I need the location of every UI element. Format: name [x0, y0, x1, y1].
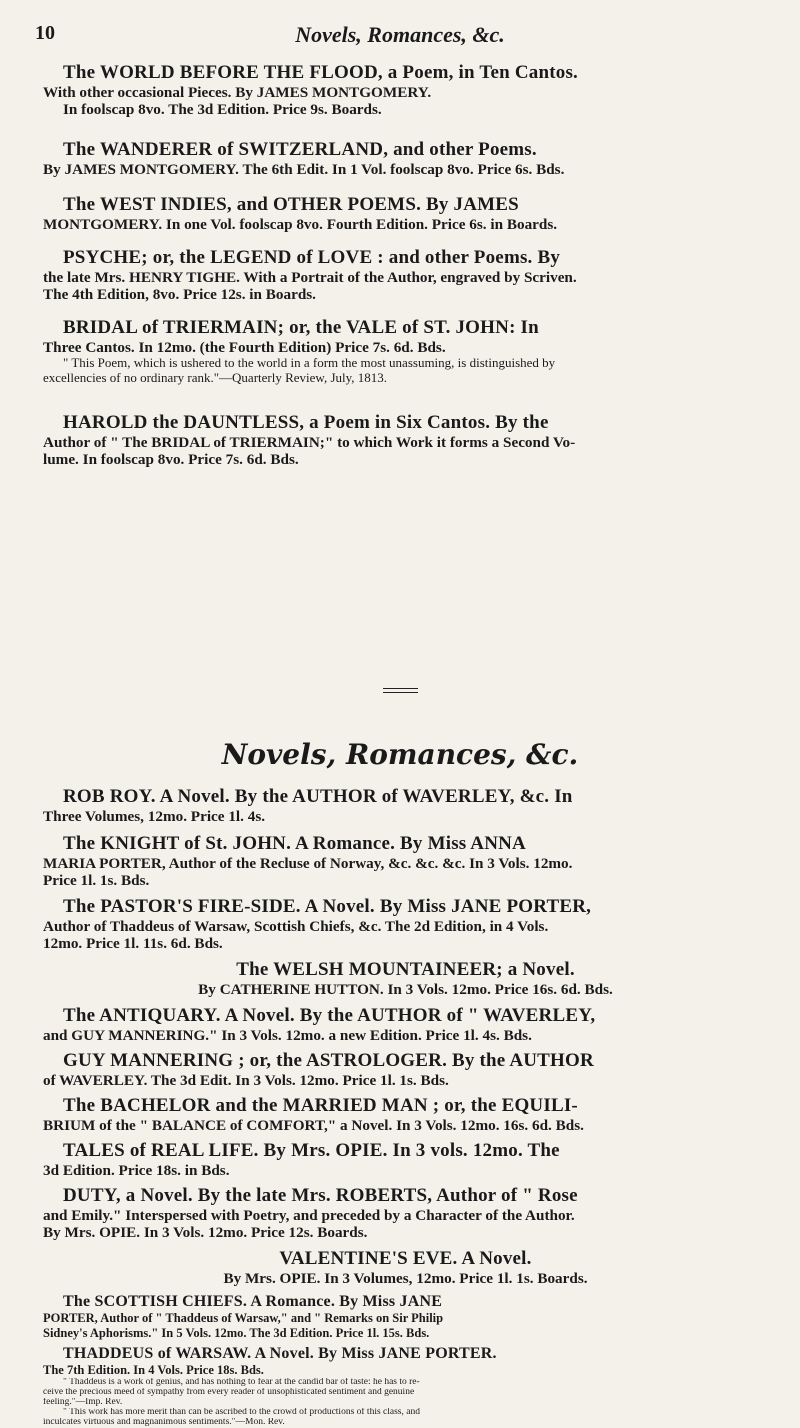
- entry-thaddeus-of-warsaw: [43, 1345, 768, 1428]
- entry-line: The 7th Edition. In 4 Vols. Price 18s. Bds.: [43, 1363, 264, 1378]
- entry-line: and Emily." Interspersed with Poetry, and preceded by a Character of the Author.: [43, 1206, 575, 1224]
- entry-title: TALES of REAL LIFE. By Mrs. OPIE. In 3 vols. 12mo. The: [63, 1140, 560, 1161]
- entry-line: MARIA PORTER, Author of the Recluse of Norway, &c. &c. &c. In 3 Vols. 12mo.: [43, 854, 573, 872]
- entry-line: of WAVERLEY. The 3d Edit. In 3 Vols. 12mo. Price 1l. 1s. Bds.: [43, 1071, 449, 1089]
- entry-wanderer-of-switzerland: [43, 139, 768, 178]
- entry-title: VALENTINE'S EVE. A Novel.: [279, 1248, 532, 1269]
- entry-title: PSYCHE; or, the LEGEND of LOVE : and other Poems. By: [63, 247, 561, 268]
- entry-welsh-mountaineer: [43, 959, 768, 998]
- entry-line: Three Volumes, 12mo. Price 1l. 4s.: [43, 807, 266, 825]
- entry-title: The SCOTTISH CHIEFS. A Romance. By Miss JANE: [63, 1293, 443, 1310]
- entry-pastors-fire-side: [43, 896, 768, 953]
- entry-line: Author of " The BRIDAL of TRIERMAIN;" to which Work it forms a Second Vo-: [43, 433, 576, 451]
- entry-title: THADDEUS of WARSAW. A Novel. By Miss JANE PORTER.: [63, 1345, 497, 1362]
- review-quote: " Thaddeus is a work of genius, and has nothing to fear at the candid bar of taste: he has to re-: [63, 1377, 420, 1387]
- entry-title: HAROLD the DAUNTLESS, a Poem in Six Cantos. By the: [63, 412, 549, 433]
- entry-bachelor-and-married-man: [43, 1095, 768, 1134]
- entry-tales-of-real-life: [43, 1140, 768, 1179]
- entry-line: In foolscap 8vo. The 3d Edition. Price 9s. Boards.: [63, 101, 382, 119]
- entry-title: The WANDERER of SWITZERLAND, and other Poems.: [63, 139, 537, 160]
- review-quote: excellencies of no ordinary rank."—Quarterly Review, July, 1813.: [43, 371, 388, 386]
- review-quote: " This work has more merit than can be ascribed to the crowd of productions of this class, and: [63, 1407, 420, 1417]
- entry-title: The WELSH MOUNTAINEER; a Novel.: [236, 959, 575, 980]
- entry-title: The WORLD BEFORE THE FLOOD, a Poem, in Ten Cantos.: [63, 62, 578, 83]
- entry-line: the late Mrs. HENRY TIGHE. With a Portrait of the Author, engraved by Scriven.: [43, 268, 577, 286]
- entry-line: Author of Thaddeus of Warsaw, Scottish Chiefs, &c. The 2d Edition, in 4 Vols.: [43, 917, 549, 935]
- entry-line: Three Cantos. In 12mo. (the Fourth Edition) Price 7s. 6d. Bds.: [43, 338, 446, 356]
- entry-title: The WEST INDIES, and OTHER POEMS. By JAMES: [63, 194, 519, 215]
- entry-line: 3d Edition. Price 18s. in Bds.: [43, 1161, 230, 1179]
- entry-title: The KNIGHT of St. JOHN. A Romance. By Miss ANNA: [63, 833, 526, 854]
- entry-title: The PASTOR'S FIRE-SIDE. A Novel. By Miss JANE PORTER,: [63, 896, 592, 917]
- entry-title: BRIDAL of TRIERMAIN; or, the VALE of ST. JOHN: In: [63, 317, 539, 338]
- entry-knight-of-st-john: [43, 833, 768, 890]
- entry-line: MONTGOMERY. In one Vol. foolscap 8vo. Fourth Edition. Price 6s. in Boards.: [43, 215, 558, 233]
- page-header: [35, 22, 765, 48]
- divider-rule: [383, 688, 418, 689]
- entry-line: BRIUM of the " BALANCE of COMFORT," a Novel. In 3 Vols. 12mo. 16s. 6d. Bds.: [43, 1116, 584, 1134]
- entry-line: The 4th Edition, 8vo. Price 12s. in Boards.: [43, 286, 316, 304]
- entry-title: The ANTIQUARY. A Novel. By the AUTHOR of " WAVERLEY,: [63, 1005, 596, 1026]
- entry-title: GUY MANNERING ; or, the ASTROLOGER. By the AUTHOR: [63, 1050, 594, 1071]
- entry-guy-mannering: [43, 1050, 768, 1089]
- entry-line: By Mrs. OPIE. In 3 Vols. 12mo. Price 12s. Boards.: [43, 1224, 368, 1242]
- entry-line: and GUY MANNERING." In 3 Vols. 12mo. a new Edition. Price 1l. 4s. Bds.: [43, 1026, 532, 1044]
- entry-line: lume. In foolscap 8vo. Price 7s. 6d. Bds.: [43, 451, 299, 469]
- entry-line: With other occasional Pieces. By JAMES MONTGOMERY.: [43, 83, 432, 101]
- review-quote: " This Poem, which is ushered to the world in a form the most unassuming, is distinguished by: [63, 356, 556, 371]
- page-number: 10: [35, 22, 55, 44]
- entry-psyche: [43, 247, 768, 304]
- section-heading: Novels, Romances, &c.: [221, 738, 579, 771]
- entry-line: By JAMES MONTGOMERY. The 6th Edit. In 1 Vol. foolscap 8vo. Price 6s. Bds.: [43, 160, 565, 178]
- review-quote: feeling."—Imp. Rev.: [43, 1397, 123, 1407]
- entry-line: Sidney's Aphorisms." In 5 Vols. 12mo. The 3d Edition. Price 1l. 15s. Bds.: [43, 1325, 430, 1340]
- entry-valentines-eve: [43, 1248, 768, 1287]
- review-quote: inculcates virtuous and magnanimous sentiments."—Mon. Rev.: [43, 1417, 285, 1427]
- entry-world-before-flood: [43, 62, 768, 119]
- entry-title: The BACHELOR and the MARRIED MAN ; or, the EQUILI-: [63, 1095, 578, 1116]
- running-title: Novels, Romances, &c.: [295, 22, 505, 47]
- entry-line: PORTER, Author of " Thaddeus of Warsaw," and " Remarks on Sir Philip: [43, 1311, 444, 1326]
- entry-bridal-of-triermain: [43, 317, 768, 386]
- entry-scottish-chiefs: [43, 1293, 768, 1340]
- review-quote: ceive the precious meed of sympathy from every reader of unsophisticated sentiment and genuine: [43, 1387, 415, 1397]
- entry-line: Price 1l. 1s. Bds.: [43, 872, 150, 890]
- entry-rob-roy: [43, 786, 768, 825]
- entry-line: By Mrs. OPIE. In 3 Volumes, 12mo. Price 1l. 1s. Boards.: [223, 1269, 588, 1287]
- entry-duty: [43, 1185, 768, 1242]
- entry-west-indies: [43, 194, 768, 233]
- entry-line: 12mo. Price 1l. 11s. 6d. Bds.: [43, 935, 223, 953]
- entry-title: ROB ROY. A Novel. By the AUTHOR of WAVERLEY, &c. In: [63, 786, 573, 807]
- entry-line: By CATHERINE HUTTON. In 3 Vols. 12mo. Price 16s. 6d. Bds.: [198, 980, 613, 998]
- divider-rule: [383, 692, 418, 693]
- entry-antiquary: [43, 1005, 768, 1044]
- entry-harold-the-dauntless: [43, 412, 768, 469]
- entry-title: DUTY, a Novel. By the late Mrs. ROBERTS, Author of " Rose: [63, 1185, 578, 1206]
